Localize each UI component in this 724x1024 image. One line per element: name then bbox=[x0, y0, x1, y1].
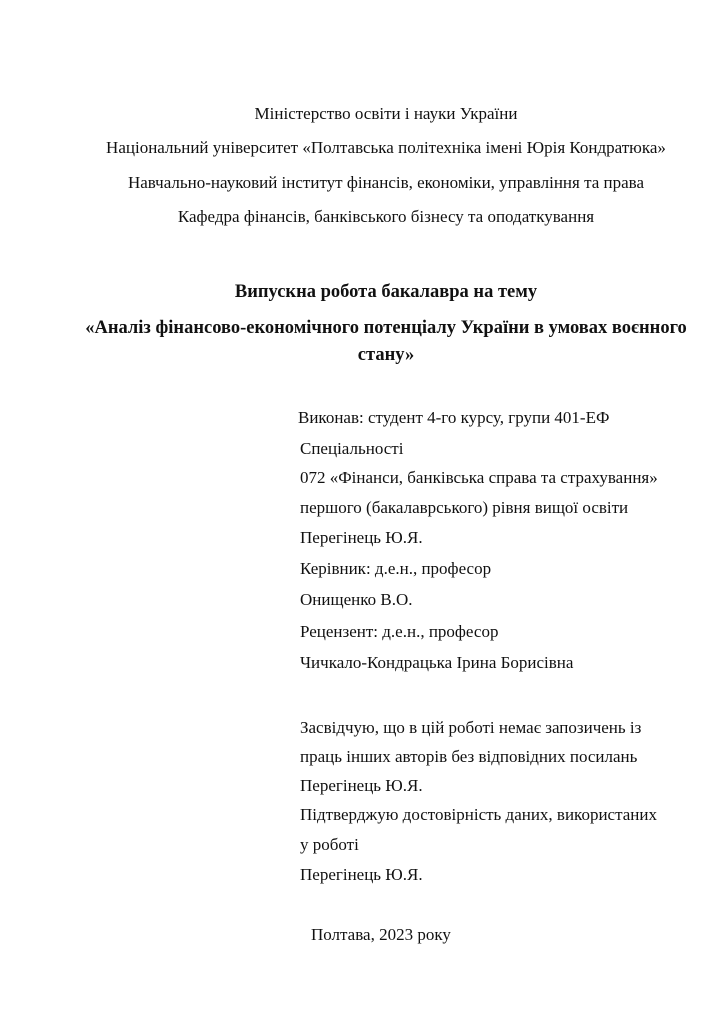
university: Національний університет «Полтавська політехніка імені Юрія Кондратюка» bbox=[106, 138, 666, 157]
topic-line-2: стану» bbox=[357, 345, 415, 365]
work-heading: Випускна робота бакалавра на тему bbox=[234, 282, 538, 302]
supervisor-name: Онищенко В.О. bbox=[300, 590, 413, 609]
certification-signer-1: Перегінець Ю.Я. bbox=[300, 776, 423, 795]
certification-line-4: у роботі bbox=[300, 835, 359, 854]
reviewer-name: Чичкало-Кондрацька Ірина Борисівна bbox=[300, 653, 574, 672]
institute: Навчально-науковий інститут фінансів, економіки, управління та права bbox=[127, 173, 645, 192]
performed-by: Виконав: студент 4-го курсу, групи 401-ЕФ bbox=[298, 408, 610, 427]
certification-line-1: Засвідчую, що в цій роботі немає запозичень із bbox=[300, 718, 642, 737]
specialty: 072 «Фінанси, банківська справа та страхування» bbox=[300, 468, 658, 487]
certification-signer-2: Перегінець Ю.Я. bbox=[300, 865, 423, 884]
education-level: першого (бакалаврського) рівня вищої освіти bbox=[300, 498, 629, 517]
specialty-label: Спеціальності bbox=[300, 439, 404, 458]
place-year: Полтава, 2023 року bbox=[311, 925, 451, 944]
topic-line-1: «Аналіз фінансово-економічного потенціалу України в умовах воєнного bbox=[85, 318, 687, 338]
supervisor-label: Керівник: д.е.н., професор bbox=[300, 559, 492, 578]
certification-line-2: праць інших авторів без відповідних посилань bbox=[300, 747, 638, 766]
student-name: Перегінець Ю.Я. bbox=[300, 528, 423, 547]
certification-line-3: Підтверджую достовірність даних, використаних bbox=[300, 805, 657, 824]
reviewer-label: Рецензент: д.е.н., професор bbox=[300, 622, 499, 641]
ministry: Міністерство освіти і науки України bbox=[254, 104, 518, 123]
department: Кафедра фінансів, банківського бізнесу та оподаткування bbox=[177, 207, 595, 226]
